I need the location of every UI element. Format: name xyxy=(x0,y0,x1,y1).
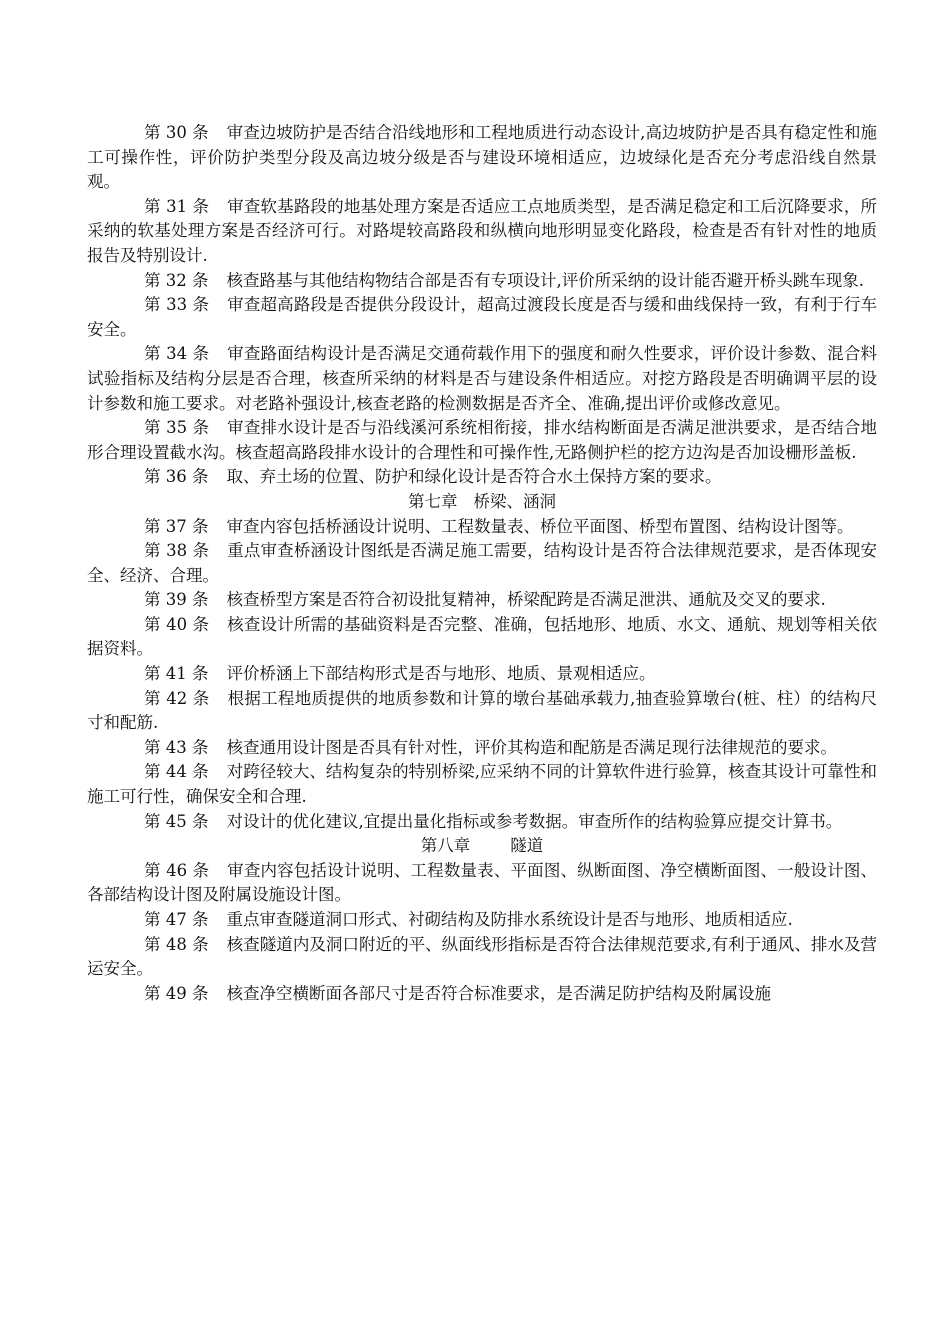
chapter-heading xyxy=(87,834,877,859)
article-number: 第 37 条 xyxy=(144,516,209,536)
article-number: 第 43 条 xyxy=(144,737,209,757)
article-number: 第 42 条 xyxy=(144,688,210,708)
article-number: 第 38 条 xyxy=(144,541,210,561)
chapter-number: 第八章 xyxy=(420,836,471,856)
article-number: 第 34 条 xyxy=(144,344,210,364)
article-text: 重点审查隧道洞口形式、衬砌结构及防排水系统设计是否与地形、地质相适应. xyxy=(226,910,793,929)
article-text: 审查内容包括设计说明、工程数量表、平面图、纵断面图、净空横断面图、一般设计图、各部结构设计图及附属设施设计图。 xyxy=(87,860,877,905)
article-paragraph xyxy=(87,810,877,835)
article-paragraph xyxy=(87,613,877,662)
article-paragraph xyxy=(87,195,877,269)
article-paragraph xyxy=(87,933,877,982)
article-number: 第 49 条 xyxy=(144,983,209,1003)
article-number: 第 36 条 xyxy=(144,467,209,487)
article-text: 审查软基路段的地基处理方案是否适应工点地质类型，是否满足稳定和工后沉降要求，所采纳的软基处理方案是否经济可行。对路堤较高路段和纵横向地形明显变化路段，检查是否有针对性的地质报告及特别设计. xyxy=(87,196,877,265)
article-number: 第 32 条 xyxy=(144,270,209,290)
article-number: 第 44 条 xyxy=(144,762,209,782)
article-number: 第 40 条 xyxy=(144,614,210,634)
document-page xyxy=(87,121,877,1006)
article-text: 核查设计所需的基础资料是否完整、准确，包括地形、地质、水文、通航、规划等相关依据资料。 xyxy=(87,614,877,659)
article-paragraph xyxy=(87,515,877,540)
chapter-title: 隧道 xyxy=(510,836,544,856)
article-paragraph xyxy=(87,539,877,588)
article-text: 对设计的优化建议,宜提出量化指标或参考数据。审查所作的结构验算应提交计算书。 xyxy=(226,811,843,831)
article-number: 第 30 条 xyxy=(144,123,209,142)
article-number: 第 35 条 xyxy=(144,418,210,438)
article-text: 评价桥涵上下部结构形式是否与地形、地质、景观相适应。 xyxy=(226,664,656,684)
article-number: 第 31 条 xyxy=(144,196,210,216)
article-paragraph xyxy=(87,293,877,342)
article-text: 核查隧道内及洞口附近的平、纵面线形指标是否符合法律规范要求,有利于通风、排水及营运安全。 xyxy=(87,934,877,979)
article-paragraph xyxy=(87,342,877,416)
article-paragraph xyxy=(87,121,877,195)
article-text: 审查边坡防护是否结合沿线地形和工程地质进行动态设计,高边坡防护是否具有稳定性和施工可操作性，评价防护类型分段及高边坡分级是否与建设环境相适应，边坡绿化是否充分考虑沿线自然景观。 xyxy=(87,123,877,192)
article-text: 核查桥型方案是否符合初设批复精神，桥梁配跨是否满足泄洪、通航及交叉的要求. xyxy=(226,590,826,610)
article-text: 审查超高路段是否提供分段设计，超高过渡段长度是否与缓和曲线保持一致，有利于行车安全。 xyxy=(87,295,877,339)
article-text: 审查排水设计是否与沿线溪河系统相衔接，排水结构断面是否满足泄洪要求，是否结合地形合理设置截水沟。核查超高路段排水设计的合理性和可操作性,无路侧护栏的挖方边沟是否加设栅形盖板. xyxy=(87,418,877,462)
article-text: 核查路基与其他结构物结合部是否有专项设计,评价所采纳的设计能否避开桥头跳车现象. xyxy=(226,270,864,290)
article-paragraph xyxy=(87,736,877,761)
article-number: 第 45 条 xyxy=(144,811,209,831)
article-paragraph xyxy=(87,269,877,294)
article-number: 第 39 条 xyxy=(144,590,209,610)
article-number: 第 47 条 xyxy=(144,910,209,929)
article-paragraph xyxy=(87,908,877,933)
article-text: 核查净空横断面各部尺寸是否符合标准要求，是否满足防护结构及附属设施 xyxy=(226,983,771,1003)
article-paragraph xyxy=(87,760,877,809)
chapter-title: 桥梁、涵洞 xyxy=(473,491,556,511)
article-text: 审查内容包括桥涵设计说明、工程数量表、桥位平面图、桥型布置图、结构设计图等。 xyxy=(226,516,854,536)
article-paragraph xyxy=(87,662,877,687)
article-number: 第 41 条 xyxy=(144,664,209,684)
article-text: 重点审查桥涵设计图纸是否满足施工需要，结构设计是否符合法律规范要求，是否体现安全、经济、合理。 xyxy=(87,541,877,585)
article-number: 第 48 条 xyxy=(144,934,209,954)
article-text: 审查路面结构设计是否满足交通荷载作用下的强度和耐久性要求，评价设计参数、混合料试验指标及结构分层是否合理，核查所采纳的材料是否与建设条件相适应。对挖方路段是否明确调平层的设计参数和施工要求。对老路补强设计,核查老路的检测数据是否齐全、准确,提出评价或修改意见。 xyxy=(87,344,877,413)
chapter-number: 第七章 xyxy=(408,491,458,511)
article-paragraph xyxy=(87,588,877,613)
article-text: 核查通用设计图是否具有针对性，评价其构造和配筋是否满足现行法律规范的要求。 xyxy=(226,737,837,757)
article-text: 取、弃土场的位置、防护和绿化设计是否符合水土保持方案的要求。 xyxy=(226,467,722,487)
article-paragraph xyxy=(87,982,877,1007)
article-paragraph xyxy=(87,465,877,490)
article-paragraph xyxy=(87,687,877,736)
chapter-heading xyxy=(87,490,877,515)
article-text: 对跨径较大、结构复杂的特别桥梁,应采纳不同的计算软件进行验算，核查其设计可靠性和施工可行性，确保安全和合理. xyxy=(87,762,877,807)
article-paragraph xyxy=(87,416,877,465)
article-paragraph xyxy=(87,859,877,908)
article-number: 第 33 条 xyxy=(144,295,210,315)
article-number: 第 46 条 xyxy=(144,860,210,880)
article-text: 根据工程地质提供的地质参数和计算的墩台基础承载力,抽查验算墩台(桩、柱）的结构尺寸和配筋. xyxy=(87,688,877,733)
